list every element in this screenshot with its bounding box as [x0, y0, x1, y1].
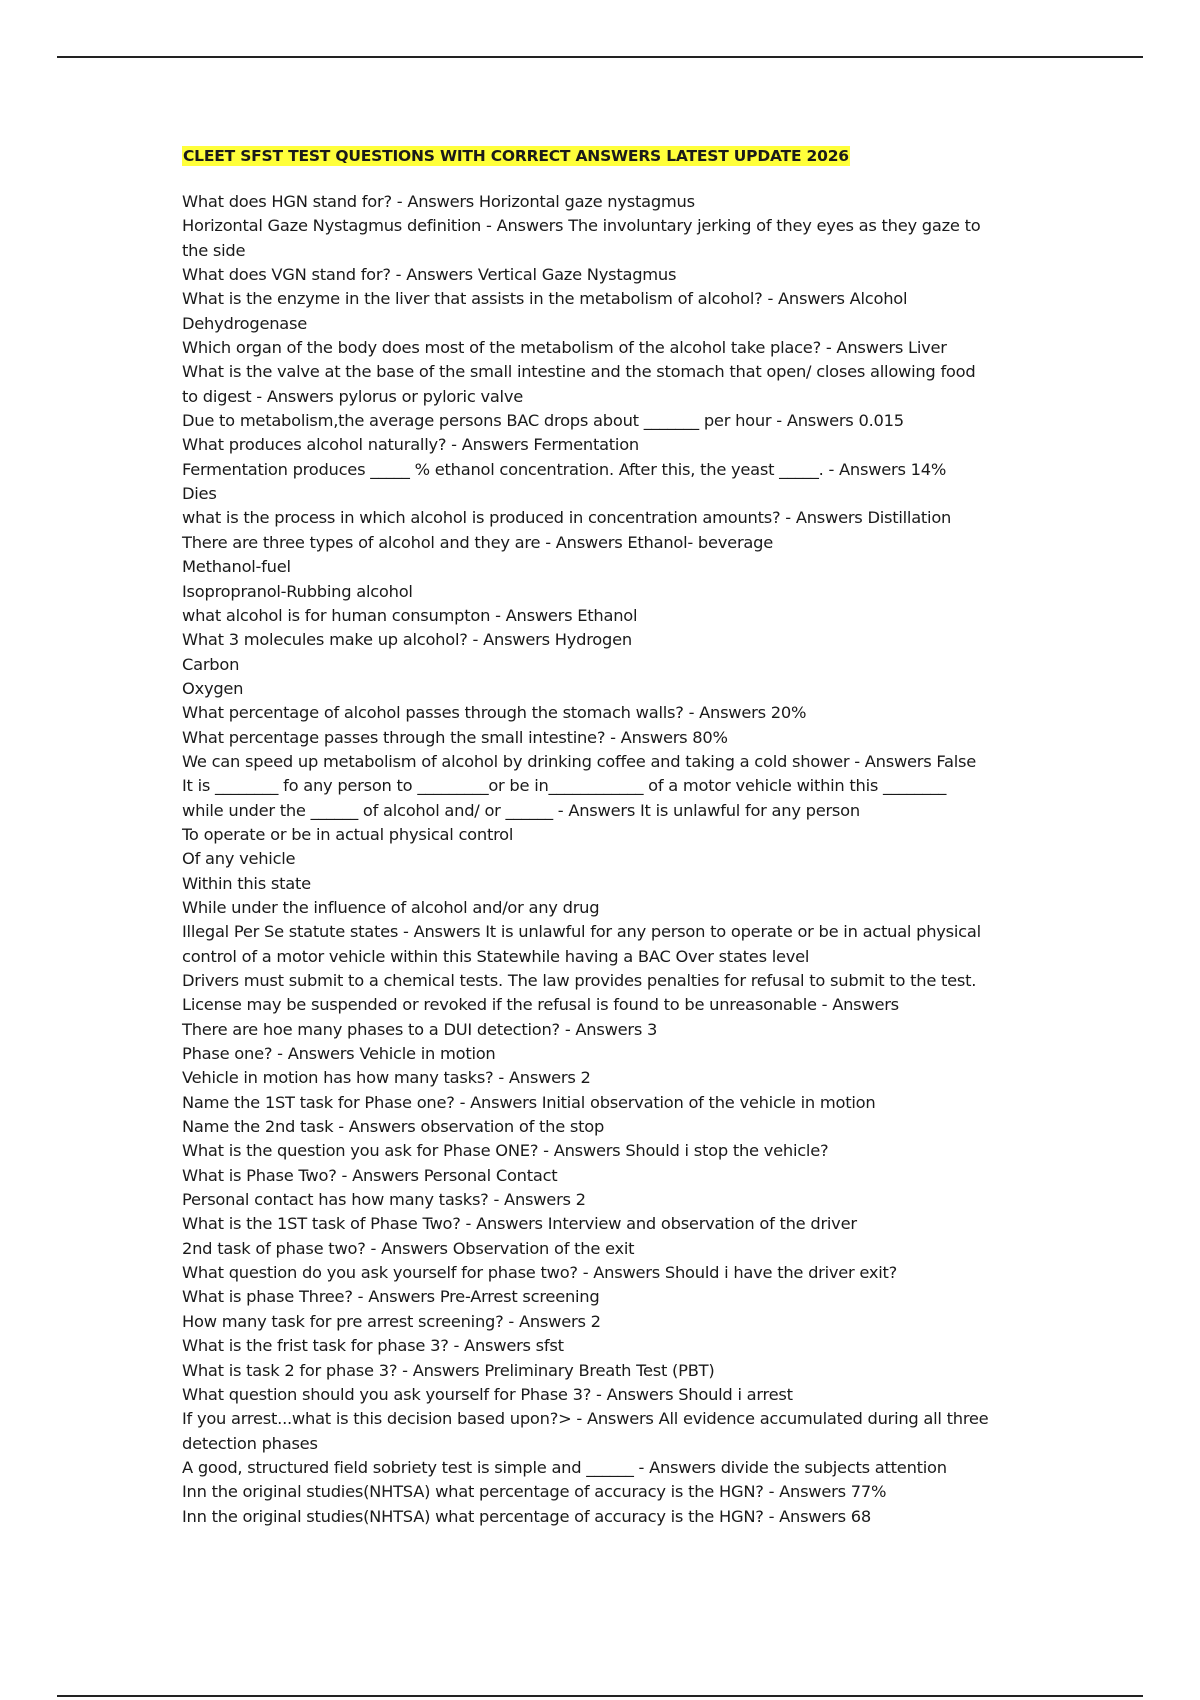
qa-line: Phase one? - Answers Vehicle in motion	[182, 1044, 496, 1064]
document-title: CLEET SFST TEST QUESTIONS WITH CORRECT ANSWERS LATEST UPDATE 2026	[183, 147, 849, 165]
qa-line: Name the 2nd task - Answers observation of the stop	[182, 1117, 605, 1137]
qa-line: How many task for pre arrest screening? - Answers 2	[182, 1311, 601, 1331]
qa-line: detection phases	[182, 1433, 318, 1453]
qa-line: Methanol-fuel	[182, 557, 291, 577]
qa-line: Carbon	[182, 654, 240, 674]
qa-line: There are hoe many phases to a DUI detection? - Answers 3	[182, 1019, 658, 1039]
qa-line: What does VGN stand for? - Answers Vertical Gaze Nystagmus	[182, 265, 677, 285]
qa-line: Which organ of the body does most of the metabolism of the alcohol take place? - Answers Liver	[182, 338, 947, 358]
qa-line: We can speed up metabolism of alcohol by drinking coffee and taking a cold shower - Answers False	[182, 751, 976, 771]
qa-line: Horizontal Gaze Nystagmus definition - Answers The involuntary jerking of they eyes as they gaze to	[182, 216, 981, 236]
qa-line: the side	[182, 240, 246, 260]
qa-line: Of any vehicle	[182, 849, 296, 869]
qa-line: It is ________ fo any person to _________or be in____________ of a motor vehicle within this ________	[182, 776, 947, 796]
qa-line: If you arrest...what is this decision based upon?> - Answers All evidence accumulated during all three	[182, 1409, 989, 1429]
qa-line: 2nd task of phase two? - Answers Observation of the exit	[182, 1238, 635, 1258]
qa-line: Fermentation produces _____ % ethanol concentration. After this, the yeast _____. - Answers 14%	[182, 459, 947, 479]
qa-line: Dehydrogenase	[182, 313, 308, 333]
qa-line: Dies	[182, 484, 217, 504]
qa-line: What is phase Three? - Answers Pre-Arrest screening	[182, 1287, 600, 1307]
qa-line: License may be suspended or revoked if the refusal is found to be unreasonable - Answers	[182, 995, 899, 1015]
qa-line: What is the 1ST task of Phase Two? - Answers Interview and observation of the driver	[182, 1214, 857, 1234]
qa-line: What is task 2 for phase 3? - Answers Preliminary Breath Test (PBT)	[182, 1360, 715, 1380]
qa-line: Due to metabolism,the average persons BAC drops about _______ per hour - Answers 0.015	[182, 411, 904, 431]
qa-line: while under the ______ of alcohol and/ or ______ - Answers It is unlawful for any person	[182, 800, 860, 820]
qa-line: What question do you ask yourself for phase two? - Answers Should i have the driver exit?	[182, 1263, 898, 1283]
qa-line: Drivers must submit to a chemical tests. The law provides penalties for refusal to submit to the test.	[182, 971, 977, 990]
qa-line: A good, structured field sobriety test is simple and ______ - Answers divide the subjects attention	[182, 1457, 947, 1477]
qa-line: What is Phase Two? - Answers Personal Contact	[182, 1165, 558, 1185]
qa-line: Inn the original studies(NHTSA) what percentage of accuracy is the HGN? - Answers 68	[182, 1506, 871, 1526]
qa-line: What percentage of alcohol passes through the stomach walls? - Answers 20%	[182, 703, 807, 723]
qa-line: What 3 molecules make up alcohol? - Answers Hydrogen	[182, 630, 632, 650]
qa-line: Inn the original studies(NHTSA) what percentage of accuracy is the HGN? - Answers 77%	[182, 1482, 887, 1502]
qa-line: What does HGN stand for? - Answers Horizontal gaze nystagmus	[182, 192, 695, 211]
footer-rule	[57, 1695, 1143, 1697]
qa-list	[182, 190, 1012, 1529]
qa-line: Oxygen	[182, 678, 244, 698]
qa-line: Isopropranol-Rubbing alcohol	[182, 581, 413, 601]
document-body	[182, 146, 1012, 1529]
qa-line: While under the influence of alcohol and/or any drug	[182, 897, 600, 917]
qa-line: control of a motor vehicle within this Statewhile having a BAC Over states level	[182, 946, 810, 966]
qa-line: What is the valve at the base of the small intestine and the stomach that open/ closes allowing food	[182, 362, 976, 382]
qa-line: what alcohol is for human consumpton - Answers Ethanol	[182, 605, 638, 625]
qa-line: What question should you ask yourself for Phase 3? - Answers Should i arrest	[182, 1384, 793, 1404]
qa-line: Within this state	[182, 873, 311, 893]
qa-line: What is the enzyme in the liver that assists in the metabolism of alcohol? - Answers Alcohol	[182, 289, 908, 309]
qa-line: what is the process in which alcohol is produced in concentration amounts? - Answers Distillation	[182, 508, 952, 528]
qa-line: There are three types of alcohol and they are - Answers Ethanol- beverage	[182, 532, 773, 552]
qa-line: What produces alcohol naturally? - Answers Fermentation	[182, 435, 639, 455]
header-rule	[57, 56, 1143, 58]
qa-line: What percentage passes through the small intestine? - Answers 80%	[182, 727, 728, 747]
qa-line: to digest - Answers pylorus or pyloric valve	[182, 386, 523, 406]
qa-line: Name the 1ST task for Phase one? - Answers Initial observation of the vehicle in motion	[182, 1092, 876, 1112]
qa-line: Vehicle in motion has how many tasks? - Answers 2	[182, 1068, 591, 1088]
qa-line: Personal contact has how many tasks? - Answers 2	[182, 1190, 586, 1210]
qa-line: To operate or be in actual physical control	[182, 824, 514, 844]
qa-line: What is the frist task for phase 3? - Answers sfst	[182, 1336, 564, 1356]
qa-line: Illegal Per Se statute states - Answers It is unlawful for any person to operate or be in actual physical	[182, 922, 981, 942]
qa-line: What is the question you ask for Phase ONE? - Answers Should i stop the vehicle?	[182, 1141, 829, 1161]
